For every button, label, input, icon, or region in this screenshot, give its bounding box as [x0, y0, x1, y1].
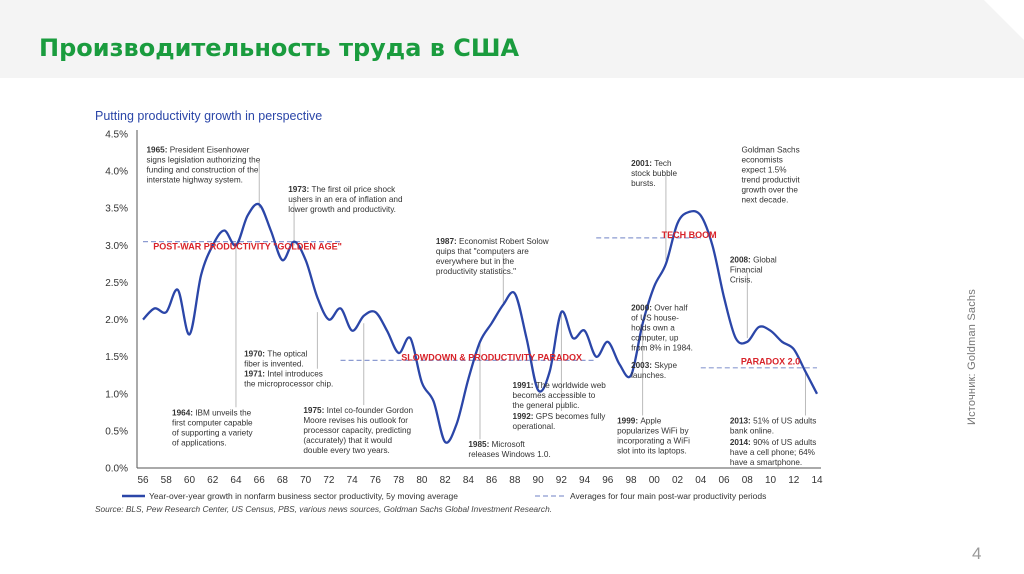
annotation-line: 1965: President Eisenhower	[146, 145, 250, 155]
y-tick-label: 0.5%	[105, 426, 128, 438]
annotation-line: bank online.	[729, 426, 775, 436]
annotation-line: interstate highway system.	[146, 175, 243, 185]
annotation-year: 1971:	[244, 369, 268, 379]
period-label: SLOWDOWN & PRODUCTIVITY PARADOX	[401, 352, 582, 363]
chart-legend	[122, 491, 766, 501]
x-tick-label: 66	[253, 475, 265, 486]
annotation-line: 1985: Microsoft	[468, 440, 525, 450]
annotation-line: growth over the	[741, 185, 798, 195]
period-label: POST-WAR PRODUCTIVITY "GOLDEN AGE"	[153, 241, 342, 252]
annotation-line: everywhere but in the	[435, 256, 515, 266]
annotation-line: next decade.	[741, 195, 789, 205]
annotation-line: 1970: The optical	[244, 349, 308, 359]
annotation-year: 1970:	[244, 349, 268, 359]
annotation-line: 2008: Global	[729, 255, 777, 265]
annotation-text	[617, 416, 690, 455]
x-tick-label: 60	[183, 475, 196, 486]
annotation-line: lower growth and productivity.	[288, 204, 396, 214]
period-label: PARADOX 2.0	[740, 356, 801, 367]
y-tick-label: 1.0%	[105, 389, 128, 401]
source-note: Source: BLS, Pew Research Center, US Census, PBS, various news sources, Goldman Sachs Global Investment Research.	[95, 504, 553, 514]
x-tick-label: 86	[486, 475, 498, 486]
annotation-line: of applications.	[172, 438, 227, 448]
y-tick-label: 3.0%	[105, 240, 128, 252]
x-tick-label: 14	[811, 475, 823, 486]
annotation-text	[631, 304, 693, 353]
x-tick-label: 64	[230, 475, 242, 486]
annotation-text	[288, 185, 403, 214]
x-tick-label: 58	[160, 475, 172, 486]
annotation-year: 2008:	[729, 255, 754, 265]
annotation-year: 2001:	[631, 158, 655, 168]
x-tick-label: 02	[671, 475, 684, 486]
x-tick-label: 04	[695, 475, 707, 486]
annotation-year: 1973:	[288, 184, 312, 194]
annotation-line: 2001: Tech	[631, 158, 672, 168]
annotation-line: 1999: Apple	[617, 416, 662, 426]
annotation-year: 1999:	[617, 416, 641, 426]
y-tick-label: 0.0%	[105, 463, 128, 475]
annotation-text	[244, 370, 333, 389]
annotation-line: trend productivit	[741, 175, 800, 185]
annotation-line: double every two years.	[303, 446, 390, 456]
annotation-line: computer, up	[631, 333, 679, 343]
annotations	[146, 146, 816, 467]
annotation-line: 1991: The worldwide web	[512, 380, 606, 390]
annotation-year: 2014:	[729, 437, 754, 447]
annotation-line: 1987: Economist Robert Solow	[435, 236, 549, 246]
annotation-text	[631, 159, 677, 188]
annotation-text	[436, 237, 549, 276]
page-number: 4	[972, 544, 982, 563]
slide-source-label: Источник: Goldman Sachs	[966, 289, 978, 425]
annotation-line: funding and construction of the	[146, 165, 259, 175]
annotation-line: 2013: 51% of US adults	[729, 416, 817, 426]
annotation-line: incorporating a WiFi	[617, 436, 690, 446]
period-label: TECH BOOM	[661, 230, 717, 241]
annotation-year: 1965:	[146, 145, 170, 155]
annotation-line: Financial	[729, 265, 763, 275]
annotation-line: have a cell phone; 64%	[729, 447, 815, 457]
annotation-line: economists	[741, 155, 783, 165]
x-tick-label: 62	[207, 475, 219, 486]
x-tick-label: 10	[764, 475, 777, 486]
annotation-line: stock bubble	[631, 168, 678, 178]
annotation-text	[741, 146, 800, 205]
annotation-line: the microprocessor chip.	[244, 379, 334, 389]
annotation-line: 1971: Intel introduces	[244, 369, 323, 379]
annotation-line: holds own a	[631, 323, 675, 333]
x-tick-label: 82	[439, 475, 451, 486]
x-tick-label: 96	[602, 475, 614, 486]
annotation-line: 1964: IBM unveils the	[172, 408, 252, 418]
annotation-line: Moore revises his outlook for	[303, 416, 409, 426]
annotation-line: Crisis.	[729, 275, 753, 285]
x-tick-label: 84	[462, 475, 474, 486]
annotation-year: 1991:	[512, 380, 536, 390]
y-tick-label: 2.0%	[105, 315, 128, 327]
y-tick-label: 1.5%	[105, 352, 128, 364]
x-tick-label: 06	[718, 475, 730, 486]
annotation-text	[146, 146, 260, 185]
annotation-text	[730, 416, 816, 435]
annotation-text	[303, 406, 413, 455]
annotation-line: launches.	[631, 370, 667, 380]
annotation-line: releases Windows 1.0.	[468, 450, 551, 460]
x-tick-label: 56	[137, 475, 149, 486]
x-tick-label: 94	[579, 475, 591, 486]
annotation-line: slot into its laptops.	[617, 446, 687, 456]
annotation-line: ushers in an era of inflation and	[288, 194, 403, 204]
x-tick-label: 92	[555, 475, 567, 486]
annotation-line: expect 1.5%	[741, 165, 787, 175]
annotation-year: 2000:	[631, 303, 655, 313]
x-tick-label: 80	[416, 475, 428, 486]
annotation-line: from 8% in 1984.	[631, 343, 693, 353]
annotation-text	[513, 381, 607, 410]
x-tick-label: 78	[393, 475, 405, 486]
annotation-line: processor capacity, predicting	[303, 426, 412, 436]
annotation-line: of supporting a variety	[172, 428, 253, 438]
x-tick-label: 88	[509, 475, 521, 486]
x-tick-label: 72	[323, 475, 335, 486]
x-tick-label: 70	[300, 475, 312, 486]
annotation-line: Goldman Sachs	[741, 145, 800, 155]
annotation-line: 1992: GPS becomes fully	[512, 412, 606, 422]
x-tick-label: 12	[788, 475, 800, 486]
legend-label-dashed: Averages for four main post-war productivity periods	[570, 491, 767, 501]
annotation-year: 2003:	[631, 360, 655, 370]
annotation-line: first computer capable	[172, 418, 253, 428]
annotation-line: popularizes WiFi by	[617, 426, 689, 436]
annotation-line: becomes accessible to	[512, 390, 596, 400]
chart-title: Putting productivity growth in perspective	[95, 109, 323, 123]
x-tick-label: 68	[276, 475, 289, 486]
annotation-text	[172, 408, 253, 447]
annotation-line: 1973: The first oil price shock	[288, 184, 396, 194]
annotation-line: productivity statistics."	[435, 266, 517, 276]
annotation-line: the general public.	[512, 400, 580, 410]
annotation-line: have a smartphone.	[729, 457, 803, 467]
annotation-line: bursts.	[631, 178, 656, 188]
annotation-line: quips that "computers are	[435, 246, 529, 256]
annotation-text	[513, 412, 607, 431]
slide-title: Производительность труда в США	[39, 34, 520, 62]
y-tick-label: 4.0%	[105, 166, 128, 178]
y-tick-label: 3.5%	[105, 203, 128, 215]
x-tick-label: 76	[369, 475, 381, 486]
annotation-year: 1987:	[435, 236, 460, 246]
y-tick-label: 2.5%	[105, 277, 128, 289]
annotation-year: 2013:	[729, 416, 754, 426]
legend-label-solid: Year-over-year growth in nonfarm business sector productivity, 5y moving average	[149, 491, 458, 501]
annotation-text	[631, 361, 677, 380]
annotation-year: 1985:	[468, 440, 492, 450]
annotation-line: signs legislation authorizing the	[146, 155, 261, 165]
annotation-text	[244, 350, 307, 369]
x-tick-label: 98	[625, 475, 637, 486]
annotation-line: of US house-	[631, 313, 679, 323]
annotation-text	[468, 440, 550, 459]
x-tick-label: 00	[648, 475, 660, 486]
annotation-line: 2014: 90% of US adults	[729, 437, 817, 447]
annotation-text	[730, 255, 777, 284]
x-tick-label: 08	[741, 475, 753, 486]
x-tick-label: 74	[346, 475, 358, 486]
annotation-line: (accurately) that it would	[303, 436, 393, 446]
annotation-text	[730, 438, 816, 467]
y-tick-label: 4.5%	[105, 129, 128, 141]
annotation-line: 2000: Over half	[631, 303, 688, 313]
x-tick-label: 90	[532, 475, 544, 486]
annotation-line: 2003: Skype	[631, 360, 678, 370]
annotation-year: 1992:	[512, 412, 536, 422]
annotation-line: 1975: Intel co-founder Gordon	[303, 406, 414, 416]
annotation-year: 1975:	[303, 406, 327, 416]
annotation-line: fiber is invented.	[244, 359, 304, 369]
annotation-year: 1964:	[172, 408, 196, 418]
annotation-line: operational.	[512, 422, 556, 432]
